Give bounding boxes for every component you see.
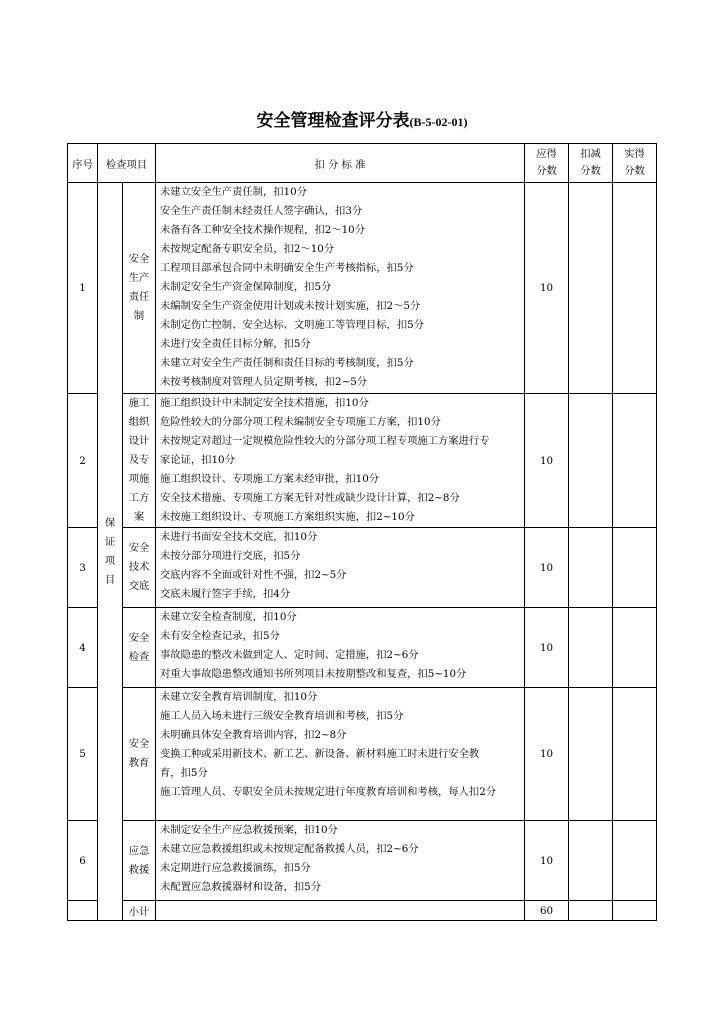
- standard-line: 未编制安全生产资金使用计划或未按计划实施，扣2～5分: [160, 300, 421, 312]
- row-standard: [156, 394, 525, 528]
- header-actual-line1: 实得: [624, 148, 645, 160]
- header-actual: [613, 144, 657, 183]
- row-item-text: 检查: [128, 650, 150, 663]
- row-item-text: 案: [133, 511, 145, 523]
- subtotal-seq: [68, 901, 98, 921]
- row-actual-points[interactable]: [613, 528, 657, 608]
- header-should: [525, 144, 569, 183]
- row-seq: 5: [68, 688, 98, 821]
- table-row: [68, 183, 657, 394]
- row-standard: [156, 688, 525, 821]
- standard-line: 未进行书面安全技术交底，扣10分: [160, 531, 318, 543]
- standard-line: 工程项目部承包合同中未明确安全生产考核指标，扣5分: [160, 262, 414, 274]
- row-should-points: 10: [525, 608, 569, 688]
- standard-line: 施工组织设计中未制定安全技术措施，扣10分: [160, 397, 369, 409]
- row-item: [123, 688, 156, 821]
- header-should-line1: 应得: [536, 148, 557, 160]
- row-deduct-points[interactable]: [569, 183, 613, 394]
- row-seq: 2: [68, 394, 98, 528]
- standard-line: 危险性较大的分部分项工程未编制安全专项施工方案，扣10分: [160, 416, 441, 428]
- row-actual-points[interactable]: [613, 183, 657, 394]
- row-item-text: 救援: [128, 863, 150, 876]
- standard-line: 未定期进行应急救援演练，扣5分: [160, 862, 311, 874]
- standard-line: 交底内容不全面或针对性不强，扣2~5分: [160, 569, 347, 581]
- standard-line: 未进行安全责任目标分解，扣5分: [160, 338, 311, 350]
- standard-line: 未有安全检查记录，扣5分: [160, 630, 280, 642]
- row-item: [123, 528, 156, 608]
- row-item-text: 应急: [128, 844, 150, 857]
- row-item-text: 工方: [128, 492, 150, 504]
- row-item-text: 交底: [128, 580, 150, 592]
- subtotal-deduct[interactable]: [569, 901, 613, 921]
- group-label: [98, 183, 123, 921]
- row-actual-points[interactable]: [613, 821, 657, 901]
- row-item-text: 制: [133, 310, 145, 322]
- header-deduct-line1: 扣减: [580, 148, 601, 160]
- standard-line: 育，扣5分: [160, 767, 208, 779]
- row-deduct-points[interactable]: [569, 528, 613, 608]
- standard-line: 安全技术措施、专项施工方案无针对性或缺少设计计算，扣2~8分: [160, 492, 460, 504]
- standard-line: 安全生产责任制未经责任人签字确认，扣3分: [160, 205, 363, 217]
- row-deduct-points[interactable]: [569, 394, 613, 528]
- row-item-text: 及专: [128, 454, 150, 466]
- standard-line: 未制定伤亡控制、安全达标、文明施工等管理目标，扣5分: [160, 319, 424, 331]
- row-standard: [156, 608, 525, 688]
- row-item-text: 责任: [128, 291, 150, 303]
- row-item-text: 安全: [128, 542, 150, 554]
- row-item-text: 安全: [128, 253, 150, 265]
- standard-line: 未按分部分项进行交底，扣5分: [160, 550, 301, 562]
- row-seq: 3: [68, 528, 98, 608]
- row-deduct-points[interactable]: [569, 608, 613, 688]
- table-row: [68, 688, 657, 821]
- header-deduct-line2: 分数: [580, 165, 601, 177]
- row-item-text: 项施: [128, 473, 150, 485]
- standard-line: 未备有各工种安全技术操作规程，扣2～10分: [160, 224, 365, 236]
- standard-line: 家论证，扣10分: [160, 454, 235, 466]
- row-standard: [156, 821, 525, 901]
- row-should-points: 10: [525, 528, 569, 608]
- subtotal-points: 60: [525, 901, 569, 921]
- standard-line: 未按规定配备专职安全员，扣2～10分: [160, 243, 335, 255]
- header-should-line2: 分数: [536, 165, 557, 177]
- row-actual-points[interactable]: [613, 394, 657, 528]
- header-seq: 序号: [68, 144, 98, 183]
- title-text: 安全管理检查评分表: [256, 111, 410, 131]
- standard-line: 未制定安全生产资金保障制度，扣5分: [160, 281, 332, 293]
- standard-line: 事故隐患的整改未做到定人、定时间、定措施，扣2~6分: [160, 649, 419, 661]
- table-row: [68, 821, 657, 901]
- row-standard: [156, 528, 525, 608]
- row-item-text: 生产: [128, 272, 150, 284]
- standard-line: 未建立应急救援组织或未按规定配备救援人员，扣2~6分: [160, 843, 419, 855]
- standard-line: 对重大事故隐患整改通知书所列项目未按期整改和复查，扣5~10分: [160, 668, 467, 680]
- standard-line: 未建立安全检查制度，扣10分: [160, 611, 297, 623]
- header-item: 检查项目: [98, 144, 156, 183]
- row-item-text: 施工: [128, 397, 150, 409]
- subtotal-standard: [156, 901, 525, 921]
- subtotal-actual[interactable]: [613, 901, 657, 921]
- row-item-text: 教育: [128, 757, 150, 769]
- row-standard: [156, 183, 525, 394]
- group-label-char: 项: [104, 554, 116, 567]
- standard-line: 未按规定对超过一定规模危险性较大的分部分项工程专项施工方案进行专: [160, 435, 490, 447]
- row-item-text: 安全: [128, 738, 150, 750]
- header-standard: 扣 分 标 准: [156, 144, 525, 183]
- row-item: [123, 394, 156, 528]
- row-seq: 4: [68, 608, 98, 688]
- standard-line: 未配置应急救援器材和设备，扣5分: [160, 881, 322, 893]
- score-table: [67, 143, 657, 921]
- row-should-points: 10: [525, 688, 569, 821]
- standard-line: 施工管理人员、专职安全员未按规定进行年度教育培训和考核，每人扣2分: [160, 786, 497, 798]
- standard-line: 未按施工组织设计、专项施工方案组织实施，扣2~10分: [160, 511, 415, 523]
- standard-line: 未按考核制度对管理人员定期考核，扣2~5分: [160, 376, 368, 388]
- subtotal-row: [68, 901, 657, 921]
- row-seq: 1: [68, 183, 98, 394]
- standard-line: 未明确具体安全教育培训内容，扣2~8分: [160, 729, 347, 741]
- header-actual-line2: 分数: [624, 165, 645, 177]
- standard-line: 施工人员入场未进行三级安全教育培训和考核，扣5分: [160, 710, 404, 722]
- subtotal-label: 小计: [123, 901, 156, 921]
- standard-line: 未建立对安全生产责任制和责任目标的考核制度，扣5分: [160, 357, 414, 369]
- row-should-points: 10: [525, 183, 569, 394]
- standard-line: 变换工种或采用新技术、新工艺、新设备、新材料施工时未进行安全教: [160, 748, 480, 760]
- row-deduct-points[interactable]: [569, 821, 613, 901]
- row-actual-points[interactable]: [613, 688, 657, 821]
- standard-line: 施工组织设计、专项施工方案未经审批，扣10分: [160, 473, 380, 485]
- row-item-text: 技术: [128, 561, 150, 573]
- standard-line: 未制定安全生产应急救援预案，扣10分: [160, 824, 338, 836]
- row-seq: 6: [68, 821, 98, 901]
- row-item-text: 设计: [128, 435, 150, 447]
- row-should-points: 10: [525, 821, 569, 901]
- row-item-text: 安全: [128, 631, 150, 644]
- table-row: [68, 394, 657, 528]
- header-row: [68, 144, 657, 183]
- table-row: [68, 608, 657, 688]
- standard-line: 未建立安全生产责任制，扣10分: [160, 186, 307, 198]
- header-deduct: [569, 144, 613, 183]
- form-code: (B-5-02-01): [409, 115, 468, 129]
- standard-line: 未建立安全教育培训制度，扣10分: [160, 691, 318, 703]
- row-item: [123, 821, 156, 901]
- group-label-char: 保: [104, 516, 116, 529]
- standard-line: 交底未履行签字手续，扣4分: [160, 588, 291, 600]
- row-actual-points[interactable]: [613, 608, 657, 688]
- group-label-char: 证: [104, 535, 116, 548]
- page-title: [0, 106, 724, 131]
- group-label-char: 目: [104, 573, 116, 586]
- row-item-text: 组织: [128, 416, 150, 428]
- row-should-points: 10: [525, 394, 569, 528]
- table-row: [68, 528, 657, 608]
- row-item: [123, 608, 156, 688]
- row-deduct-points[interactable]: [569, 688, 613, 821]
- row-item: [123, 183, 156, 394]
